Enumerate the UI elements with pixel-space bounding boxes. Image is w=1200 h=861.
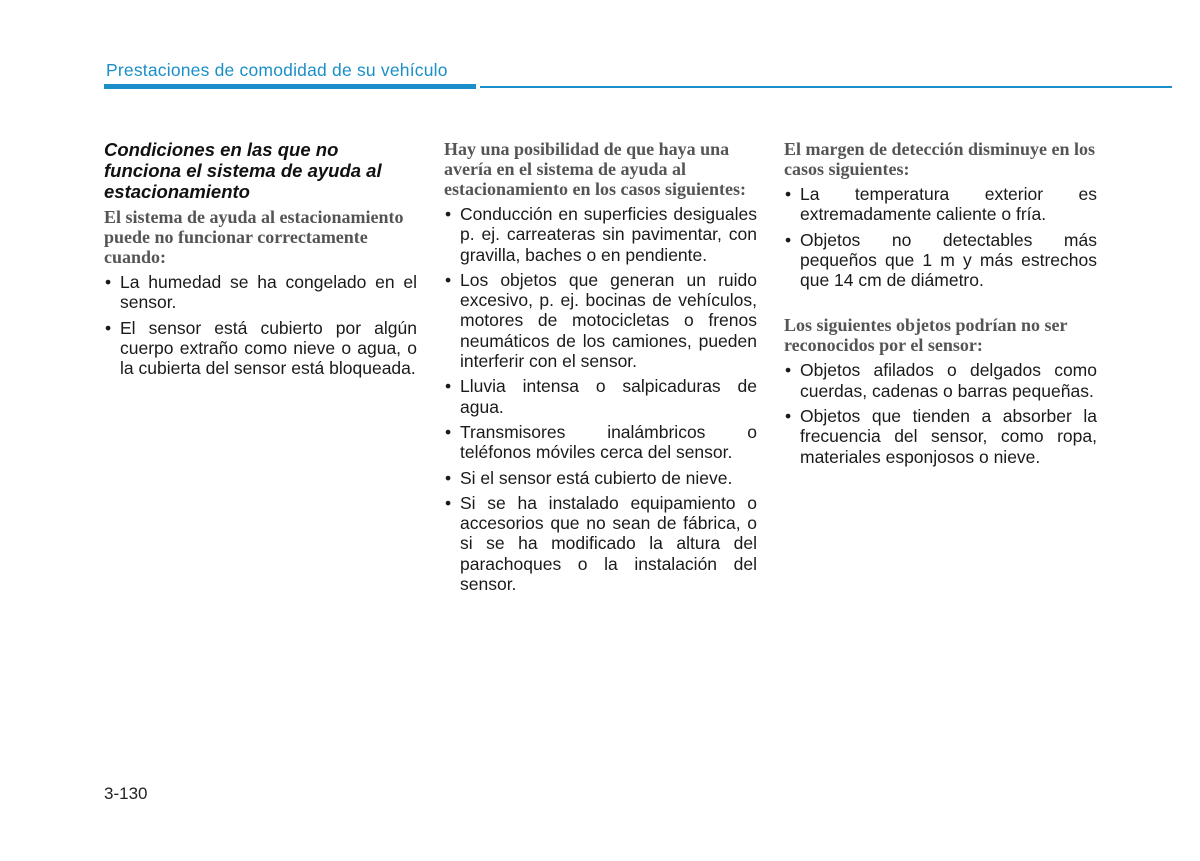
list-item: • Transmisores inalámbricos o teléfonos móviles cerca del sensor. <box>444 422 757 463</box>
column-2 <box>444 139 757 599</box>
col1-subheading: El sistema de ayuda al estacionamiento puede no funcionar correctamente cuando: <box>104 207 404 267</box>
list-item: • Conducción en superficies desiguales p. ej. carreateras sin pavimentar, con gravilla, baches o en pendiente. <box>444 204 757 265</box>
col3-bullet-list-2 <box>784 360 1097 466</box>
list-item: • Los objetos que generan un ruido excesivo, p. ej. bocinas de vehículos, motores de motocicletas o frenos neumáticos de los camiones, pueden interferir con el sensor. <box>444 270 757 371</box>
spacer <box>784 295 1097 315</box>
col1-bullet-list <box>104 272 417 378</box>
list-item: • El sensor está cubierto por algún cuerpo extraño como nieve o agua, o la cubierta del sensor está bloqueada. <box>104 318 417 379</box>
page-number: 3-130 <box>104 784 148 803</box>
col3-subheading-2: Los siguientes objetos podrían no ser reconocidos por el sensor: <box>784 315 1068 356</box>
col2-bullet-list <box>444 204 757 594</box>
column-1 <box>104 139 417 383</box>
list-item: • La temperatura exterior es extremadamente caliente o fría. <box>784 184 1097 225</box>
header-rule-thick <box>104 84 476 89</box>
list-item: • Objetos no detectables más pequeños que 1 m y más estrechos que 14 cm de diámetro. <box>784 230 1097 291</box>
col2-subheading: Hay una posibilidad de que haya una avería en el sistema de ayuda al estacionamiento en los casos siguientes: <box>444 139 746 199</box>
list-item: • Si el sensor está cubierto de nieve. <box>444 468 757 488</box>
list-item: • Si se ha instalado equipamiento o accesorios que no sean de fábrica, o si se ha modificado la altura del parachoques o la instalación del sensor. <box>444 493 757 594</box>
list-item: • Lluvia intensa o salpicaduras de agua. <box>444 376 757 417</box>
col3-subheading-1: El margen de detección disminuye en los casos siguientes: <box>784 139 1095 179</box>
header-rule-thin <box>480 86 1172 88</box>
list-item: • La humedad se ha congelado en el sensor. <box>104 272 417 313</box>
list-item: • Objetos que tienden a absorber la frecuencia del sensor, como ropa, materiales esponjosos o nieve. <box>784 406 1097 467</box>
col3-bullet-list-1 <box>784 184 1097 290</box>
column-3 <box>784 139 1097 472</box>
page-header-title: Prestaciones de comodidad de su vehículo <box>106 60 448 80</box>
section-title: Condiciones en las que no funciona el sistema de ayuda al estacionamiento <box>104 139 382 202</box>
list-item: • Objetos afilados o delgados como cuerdas, cadenas o barras pequeñas. <box>784 360 1097 401</box>
